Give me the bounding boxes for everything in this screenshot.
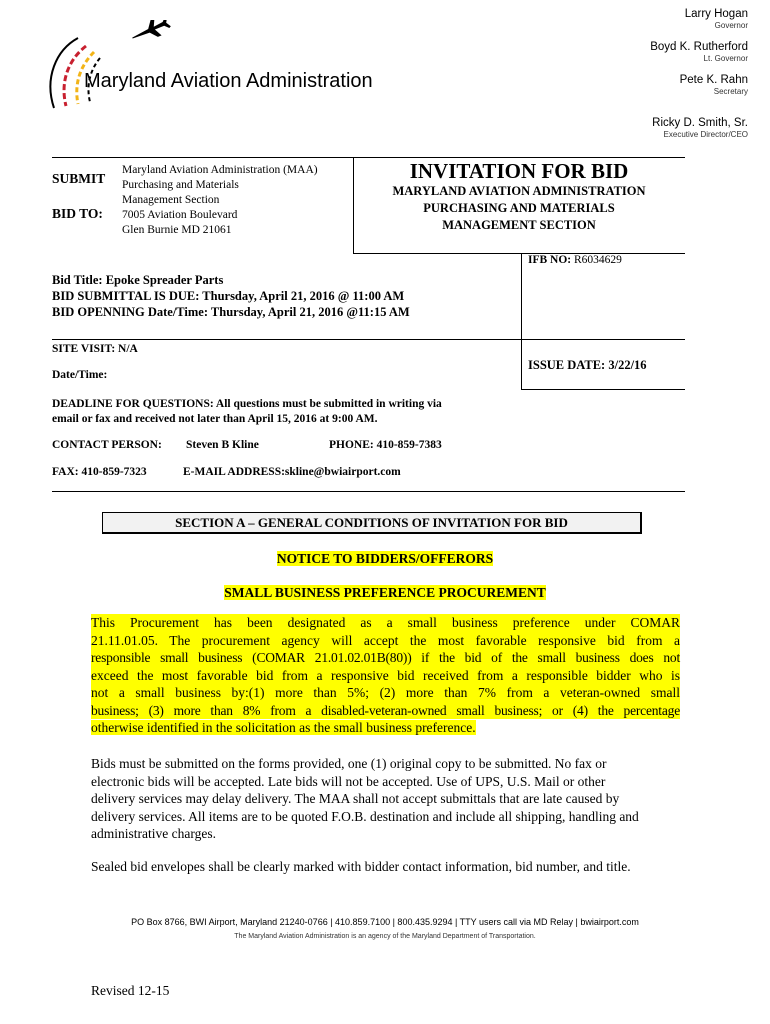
issue-date: ISSUE DATE: 3/22/16 (528, 358, 647, 372)
contact-phone: PHONE: 410-859-7383 (329, 439, 442, 451)
box-bottom-border (52, 491, 685, 492)
site-visit: SITE VISIT: N/A (52, 343, 138, 355)
submit-address (122, 163, 318, 238)
revised-note: Revised 12-15 (91, 983, 170, 998)
address-line: Maryland Aviation Administration (MAA) (122, 164, 318, 176)
bid-to-label: BID TO: (52, 206, 103, 221)
invitation-title: INVITATION FOR BID (409, 159, 629, 183)
address-line: Management Section (122, 194, 220, 206)
site-visit-datetime: Date/Time: (52, 369, 108, 381)
box-rule (521, 389, 685, 390)
deadline-line: DEADLINE FOR QUESTIONS: All questions must be submitted in writing via (52, 398, 442, 410)
bid-title: Bid Title: Epoke Spreader Parts (52, 273, 224, 287)
official-name: Boyd K. Rutherford (650, 41, 748, 53)
bid-info (52, 272, 410, 320)
sbp-line-last (91, 719, 680, 737)
officials-list (650, 8, 748, 150)
address-line: Purchasing and Materials (122, 179, 239, 191)
sbp-paragraph (91, 614, 680, 737)
address-line: Glen Burnie MD 21061 (122, 224, 232, 236)
contact-person: Steven B Kline (186, 439, 259, 451)
box-top-border (52, 157, 685, 158)
ifb-number (528, 254, 622, 266)
box-divider (521, 339, 522, 389)
official-title: Lt. Governor (703, 54, 748, 63)
notice-wrap (0, 550, 770, 568)
sbp-wrap (0, 584, 770, 602)
bid-opening: BID OPENNING Date/Time: Thursday, April 21, 2016 @11:15 AM (52, 305, 410, 319)
bids-paragraph: Bids must be submitted on the forms provided, one (1) original copy to be submitted. No fax or electronic bids will be accepted. Late bids will not be accepted. Use of UPS, U.S. Mail or other delivery services may delay delivery. The MAA shall not accept submittals that are late caused by delivery services. All items are to be quoted F.O.B. destination and include all shipping, handling and administrative charges. (91, 756, 639, 841)
invitation-line: MARYLAND AVIATION ADMINISTRATION (392, 184, 646, 198)
contact-person-label: CONTACT PERSON: (52, 439, 162, 451)
ifb-value: R6034629 (574, 254, 622, 266)
sbp-line: This Procurement has been designated as a small business preference under COMAR (91, 615, 680, 630)
ifb-label: IFB NO: (528, 254, 572, 266)
contact-fax: FAX: 410-859-7323 (52, 466, 147, 478)
box-rule (353, 253, 685, 254)
bid-submittal: BID SUBMITTAL IS DUE: Thursday, April 21, 2016 @ 11:00 AM (52, 289, 405, 303)
section-a-heading: SECTION A – GENERAL CONDITIONS OF INVITATION FOR BID (102, 512, 642, 534)
sbp-heading: SMALL BUSINESS PREFERENCE PROCUREMENT (224, 585, 546, 600)
contact-email: E-MAIL ADDRESS:skline@bwiairport.com (183, 466, 401, 478)
official-name: Ricky D. Smith, Sr. (652, 117, 748, 129)
notice-heading: NOTICE TO BIDDERS/OFFERORS (276, 551, 494, 566)
sbp-line: 21.11.01.05. The procurement agency will accept the most favorable responsive bid from a (91, 632, 680, 648)
footer-address: PO Box 8766, BWI Airport, Maryland 21240-0766 | 410.859.7100 | 800.435.9294 | TTY users call via MD Relay | bwiairport.com (131, 917, 639, 927)
official-name: Larry Hogan (684, 8, 748, 20)
deadline-line: email or fax and received not later than April 15, 2016 at 9:00 AM. (52, 413, 378, 425)
official-title: Executive Director/CEO (663, 130, 748, 139)
address-line: 7005 Aviation Boulevard (122, 209, 238, 221)
sbp-line: responsible small business (COMAR 21.01.02.01B(80)) if the bid of the small business does not (91, 650, 680, 665)
sealed-paragraph: Sealed bid envelopes shall be clearly marked with bidder contact information, bid number, and title. (91, 859, 631, 874)
box-rule (52, 339, 685, 340)
sbp-line: not a small business by:(1) more than 5%; (2) more than 7% from a veteran-owned small (91, 685, 680, 700)
sbp-line: otherwise identified in the solicitation as the small business preference. (91, 720, 476, 735)
official-name: Pete K. Rahn (679, 74, 748, 86)
maa-logo (38, 20, 378, 120)
official-title: Secretary (713, 87, 748, 96)
official-title: Governor (714, 21, 748, 30)
sbp-line: exceed the most favorable bid from a responsive bid received from a responsible bidder who is (91, 667, 680, 683)
invitation-subtitle (353, 183, 685, 234)
sbp-line: business; (3) more than 8% from a disabled-veteran-owned small business; or (4) the percentage (91, 702, 680, 718)
box-divider (521, 253, 522, 339)
invitation-line: PURCHASING AND MATERIALS (423, 201, 615, 215)
submit-label: SUBMIT (52, 171, 106, 186)
invitation-line: MANAGEMENT SECTION (442, 218, 596, 232)
deadline-for-questions (52, 397, 442, 427)
org-name: Maryland Aviation Administration (84, 70, 373, 92)
footer-agency: The Maryland Aviation Administration is an agency of the Maryland Department of Transportation. (234, 933, 536, 940)
